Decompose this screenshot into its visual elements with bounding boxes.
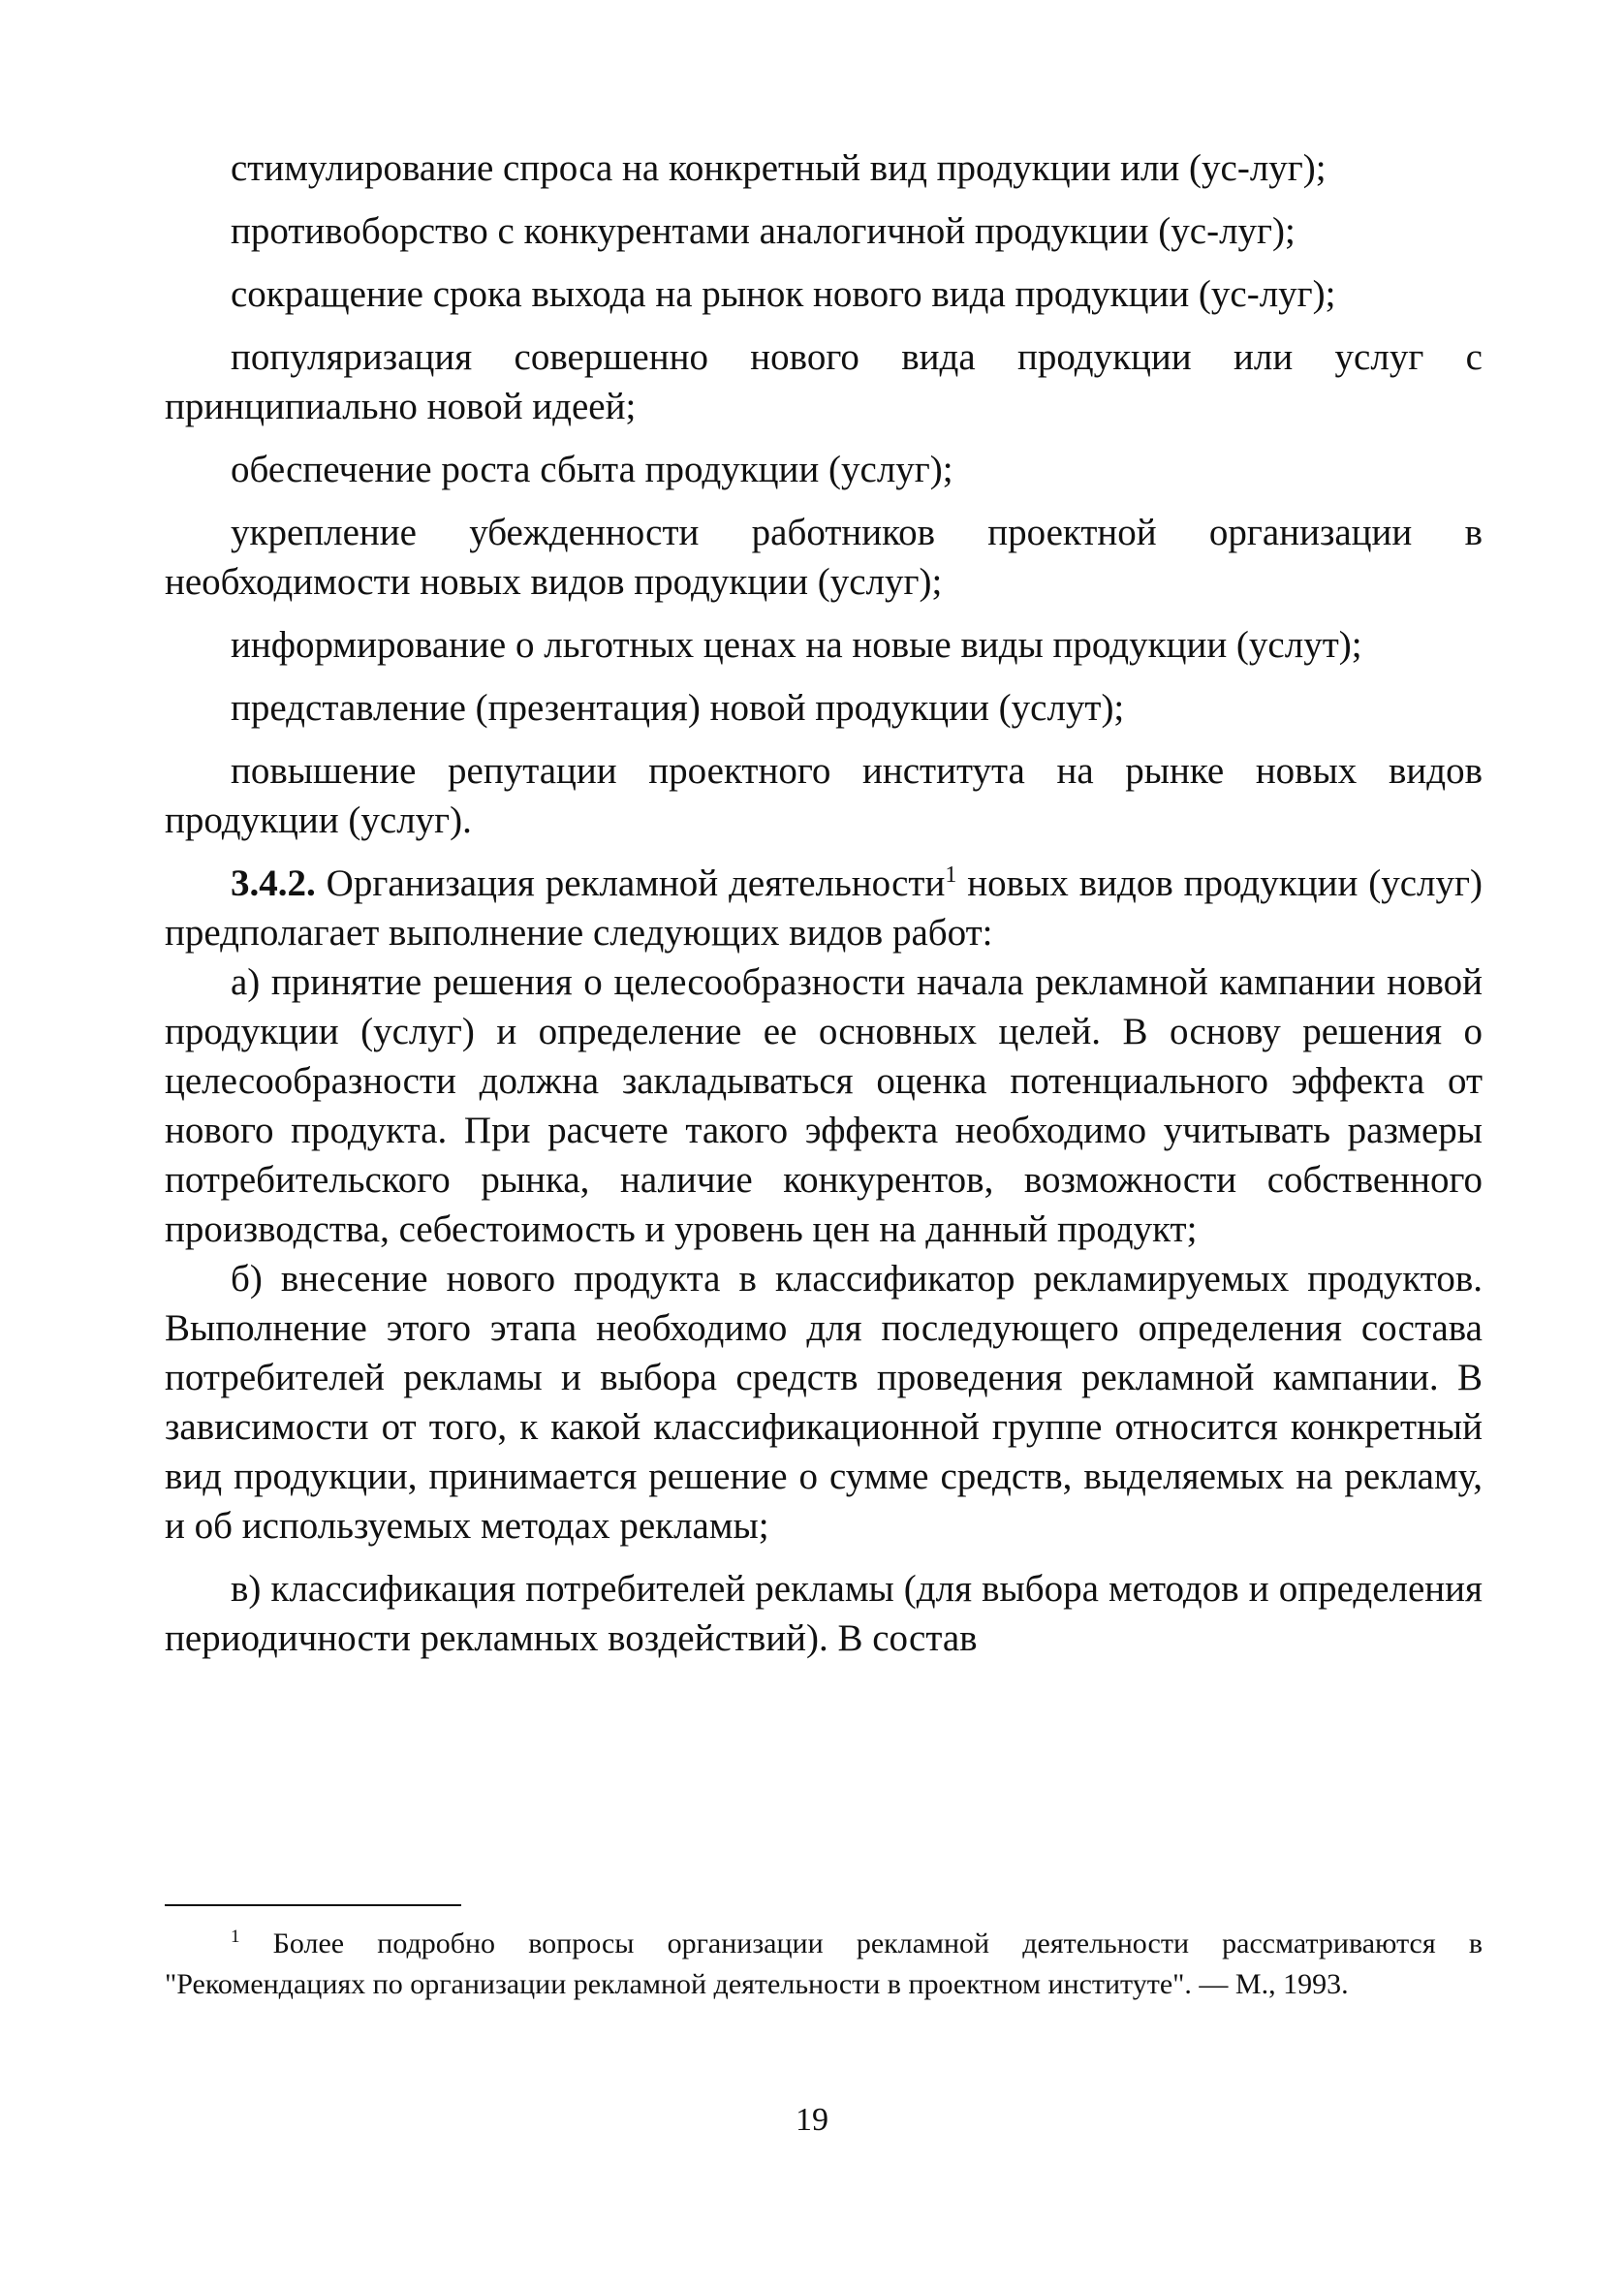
section-text-part-1: Организация рекламной деятельности	[315, 862, 946, 904]
work-item-a: а) принятие решения о целесообразности начала рекламной кампании новой продукции (услуг) и определение ее основных целей. В основу решения о целесообразности должна закладываться оценка потенциального эффекта от нового продукта. При расчете такого эффекта необходимо учитывать размеры потребительского рынка, наличие конкурентов, возможности собственного производства, себестоимость и уровень цен на данный продукт;	[165, 961, 1483, 1250]
list-item: повышение репутации проектного института на рынке новых видов продукции (услуг).	[165, 750, 1483, 841]
page-number: 19	[796, 2102, 828, 2138]
footnote	[165, 1924, 1483, 2005]
footnote-text: Более подробно вопросы организации рекламной деятельности рассматриваются в "Рекомендациях по организации рекламной деятельности в проектном институте". — М., 1993.	[165, 1928, 1483, 2000]
section-paragraph	[165, 859, 1483, 957]
section-number: 3.4.2.	[231, 862, 316, 904]
main-text	[165, 143, 1483, 1677]
list-item: сокращение срока выхода на рынок нового вида продукции (ус-луг);	[231, 273, 1336, 315]
list-item: популяризация совершенно нового вида продукции или услуг с принципиально новой идеей;	[165, 336, 1483, 427]
work-item-b: б) внесение нового продукта в классификатор рекламируемых продуктов. Выполнение этого этапа необходимо для последующего определения состава потребителей рекламы и выбора средств проведения рекламной кампании. В зависимости от того, к какой классификационной группе относится конкретный вид продукции, принимается решение о сумме средств, выделяемых на рекламу, и об используемых методах рекламы;	[165, 1258, 1483, 1547]
list-item: стимулирование спроса на конкретный вид продукции или (ус-луг);	[231, 147, 1327, 189]
list-item: информирование о льготных ценах на новые виды продукции (услут);	[231, 624, 1362, 666]
list-item: противоборство с конкурентами аналогичной продукции (ус-луг);	[231, 210, 1296, 252]
work-item-c: в) классификация потребителей рекламы (для выбора методов и определения периодичности рекламных воздействий). В состав	[165, 1568, 1483, 1659]
footnote-divider	[165, 1904, 461, 1906]
footnote-reference[interactable]: 1	[945, 862, 957, 888]
list-item: укрепление убежденности работников проектной организации в необходимости новых видов продукции (услуг);	[165, 512, 1483, 603]
list-item: представление (презентация) новой продукции (услут);	[231, 687, 1125, 729]
list-item: обеспечение роста сбыта продукции (услуг);	[231, 449, 953, 490]
footnote-marker: 1	[231, 1927, 240, 1947]
section-text-part-2: новых видов продукции (услуг) предполагает выполнение следующих видов работ:	[165, 862, 1483, 954]
